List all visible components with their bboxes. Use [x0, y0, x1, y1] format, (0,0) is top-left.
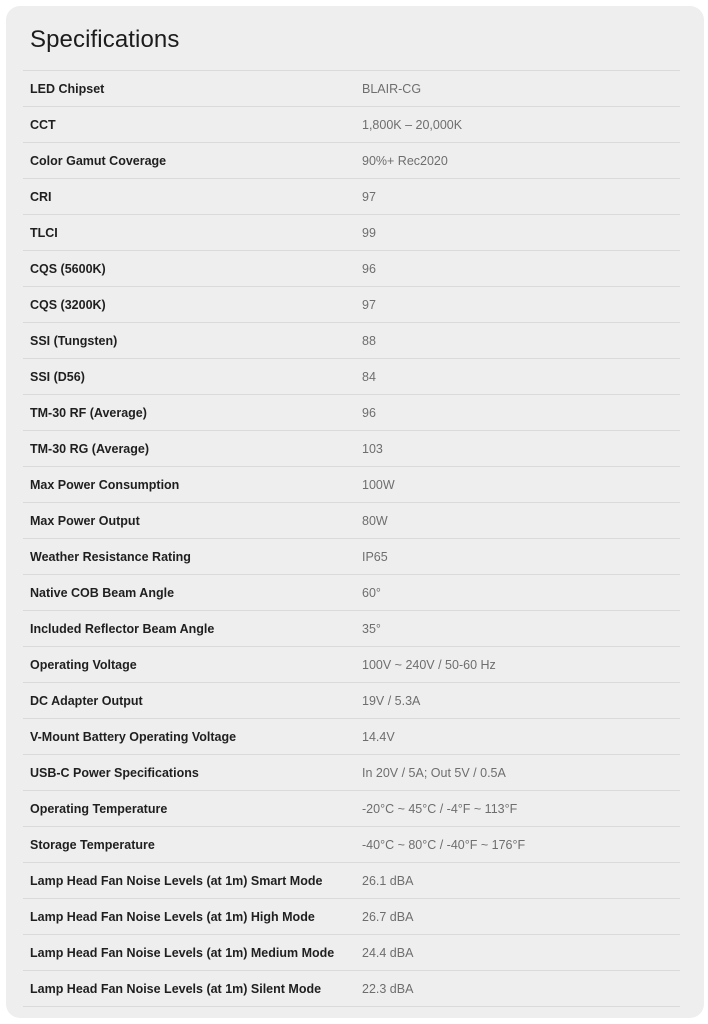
spec-row: [23, 71, 680, 107]
spec-row: [23, 539, 680, 575]
spec-label: CQS (3200K): [30, 297, 106, 312]
spec-label: DC Adapter Output: [30, 693, 143, 708]
spec-label: Lamp Head Fan Noise Levels (at 1m) High Mode: [30, 909, 315, 924]
spec-row: [23, 107, 680, 143]
spec-value: 99: [362, 225, 376, 240]
spec-label: TM-30 RF (Average): [30, 405, 147, 420]
spec-label: Lamp Head Fan Noise Levels (at 1m) Silent Mode: [30, 981, 322, 996]
spec-value: 19V / 5.3A: [362, 693, 421, 708]
spec-label: TM-30 RG (Average): [30, 441, 150, 456]
spec-value: 60°: [362, 585, 381, 600]
spec-label: CRI: [30, 189, 52, 204]
spec-row: [23, 899, 680, 935]
spec-label: SSI (D56): [30, 369, 85, 384]
spec-value: 26.1 dBA: [362, 873, 414, 888]
spec-label: Operating Temperature: [30, 801, 168, 816]
spec-value: BLAIR-CG: [362, 81, 422, 96]
spec-row: [23, 719, 680, 755]
spec-value: 24.4 dBA: [362, 945, 414, 960]
spec-row: [23, 863, 680, 899]
spec-row: [23, 827, 680, 863]
specifications-table: [23, 70, 680, 1007]
spec-label: TLCI: [30, 225, 58, 240]
spec-value: 80W: [362, 513, 388, 528]
spec-row: [23, 503, 680, 539]
spec-value: 97: [362, 189, 376, 204]
spec-row: [23, 791, 680, 827]
spec-value: 26.7 dBA: [362, 909, 414, 924]
spec-value: -20°C ~ 45°C / -4°F ~ 113°F: [362, 801, 518, 816]
spec-row: [23, 683, 680, 719]
spec-value: 84: [362, 369, 376, 384]
spec-label: Weather Resistance Rating: [30, 549, 191, 564]
spec-value: 35°: [362, 621, 381, 636]
spec-row: [23, 323, 680, 359]
spec-label: Max Power Consumption: [30, 477, 180, 492]
spec-value: 22.3 dBA: [362, 981, 414, 996]
spec-row: [23, 359, 680, 395]
spec-row: [23, 251, 680, 287]
spec-row: [23, 431, 680, 467]
spec-label: V-Mount Battery Operating Voltage: [30, 729, 237, 744]
spec-value: 90%+ Rec2020: [362, 153, 448, 168]
spec-label: USB-C Power Specifications: [30, 765, 199, 780]
spec-value: In 20V / 5A; Out 5V / 0.5A: [362, 765, 506, 780]
spec-label: Storage Temperature: [30, 837, 155, 852]
page-title: Specifications: [30, 26, 180, 53]
spec-row: [23, 575, 680, 611]
spec-value: 96: [362, 261, 376, 276]
spec-row: [23, 179, 680, 215]
spec-row: [23, 467, 680, 503]
spec-row: [23, 971, 680, 1007]
spec-label: Lamp Head Fan Noise Levels (at 1m) Medium Mode: [30, 945, 335, 960]
spec-value: 100W: [362, 477, 395, 492]
spec-label: CQS (5600K): [30, 261, 106, 276]
spec-label: LED Chipset: [30, 81, 105, 96]
spec-label: SSI (Tungsten): [30, 333, 118, 348]
specifications-card: [6, 6, 704, 1018]
spec-row: [23, 215, 680, 251]
spec-label: Included Reflector Beam Angle: [30, 621, 215, 636]
spec-value: 88: [362, 333, 376, 348]
spec-value: 97: [362, 297, 376, 312]
spec-label: Lamp Head Fan Noise Levels (at 1m) Smart Mode: [30, 873, 323, 888]
spec-label: CCT: [30, 117, 56, 132]
spec-value: 14.4V: [362, 729, 395, 744]
spec-value: 100V ~ 240V / 50-60 Hz: [362, 657, 496, 672]
spec-value: 103: [362, 441, 383, 456]
spec-row: [23, 287, 680, 323]
spec-row: [23, 647, 680, 683]
spec-row: [23, 143, 680, 179]
spec-label: Max Power Output: [30, 513, 140, 528]
spec-label: Native COB Beam Angle: [30, 585, 175, 600]
spec-row: [23, 395, 680, 431]
spec-row: [23, 755, 680, 791]
spec-row: [23, 935, 680, 971]
spec-row: [23, 611, 680, 647]
spec-value: IP65: [362, 549, 388, 564]
spec-value: 96: [362, 405, 376, 420]
spec-value: -40°C ~ 80°C / -40°F ~ 176°F: [362, 837, 526, 852]
spec-value: 1,800K – 20,000K: [362, 117, 463, 132]
spec-label: Color Gamut Coverage: [30, 153, 167, 168]
spec-label: Operating Voltage: [30, 657, 137, 672]
